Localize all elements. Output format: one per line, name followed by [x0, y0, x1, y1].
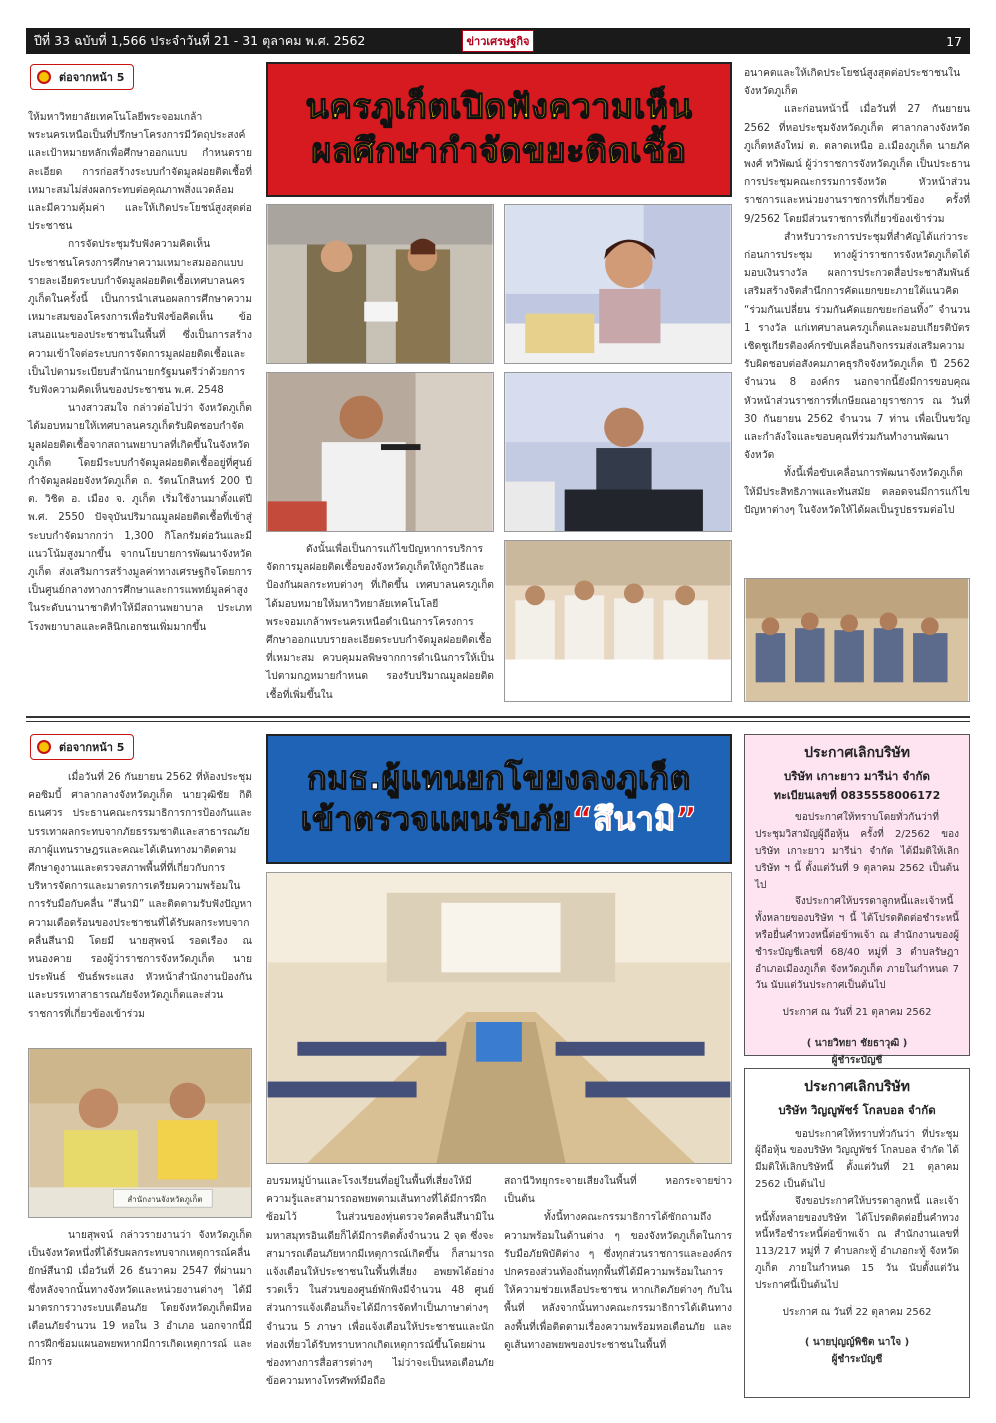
photo-image	[267, 373, 493, 531]
notice-signature-name: ( นายวิทยา ชัยธาวุฒิ )	[806, 1037, 908, 1049]
continued-tag	[30, 64, 134, 90]
photo-committee-members	[28, 1048, 252, 1218]
story1-headline	[266, 62, 732, 197]
story1-column-2	[266, 540, 494, 704]
photo-speaker-podium	[504, 372, 732, 532]
issue-info: ปีที่ 33 ฉบับที่ 1,566 ประจำวันที่ 21 - 31 ตุลาคม พ.ศ. 2562	[34, 33, 366, 48]
story2-column-1b	[28, 1226, 252, 1372]
paragraph: อบรมหมู่บ้านและโรงเรียนที่อยู่ในพื้นที่เสี่ยงให้มีความรู้และสามารถอพยพตามเส้นทางที่ได้มีการฝึกซ้อมไว้ ในส่วนของทุ่นตรวจวัดคลื่นสึนามิในมหาสมุทรอินเดียก็ได้มีการติดตั้งจำนวน 2 จุด ซึ่งจะสามารถเตือนภัยหากมีเหตุการณ์เกิดขึ้น ก็สามารถแจ้งเตือนให้ประชาชนในพื้นที่เสี่ยง อพยพได้อย่างรวดเร็ว ในส่วนของศูนย์พักพิงมีจำนวน 48 ศูนย์ ส่วนการแจ้งเตือนก็จะได้มีการจัดทำเป็นภาษาต่างๆ จำนวน 5 ภาษา เพื่อแจ้งเตือนให้ประชาชนและนักท่องเที่ยวได้รับทราบหากเกิดเหตุการณ์ขึ้นโดยผ่านช่องทางการสื่อสารต่างๆ ไม่ว่าจะเป็นหอเตือนภัย ข้อความทางโทรศัพท์มือถือ	[266, 1175, 494, 1388]
paragraph: ให้มหาวิทยาลัยเทคโนโลยีพระจอมเกล้าพระนครเหนือเป็นที่ปรึกษาโครงการมีวัตถุประสงค์และเป้าหมายหลักเพื่อศึกษาออกแบบ กำหนดรายละเอียด การก่อสร้างระบบกำจัดมูลฝอยติดเชื้อที่เหมาะสมไม่ส่งผลกระทบต่อคุณภาพสิ่งแวดล้อมและมีความคุ้มค่า และให้เกิดประโยชน์สูงสุดต่อประชาชน	[28, 111, 252, 233]
paragraph: ดังนั้นเพื่อเป็นการแก้ไขปัญหาการบริการจัดการมูลฝอยติดเชื้อของจังหวัดภูเก็ตให้ถูกวิธีและป้องกันผลกระทบต่างๆ ที่เกิดขึ้น เทศบาลนครภูเก็ตได้มอบหมายให้มหาวิทยาลัยเทคโนโลยีพระจอมเกล้าพระนครเหนือดำเนินการโครงการศึกษาออกแบบรายละเอียดระบบกำจัดมูลฝอยติดเชื้อที่เหมาะสม ควบคุมมลพิษจากการดำเนินการให้เป็นไปตามกฎหมายกำหนด รองรับปริมาณมูลฝอยติดเชื้อที่เพิ่มขึ้นใน	[266, 543, 494, 701]
paragraph: เมื่อวันที่ 26 กันยายน 2562 ที่ห้องประชุมคอซิมบี้ ศาลากลางจังหวัดภูเก็ต นายวุฒิชัย กิติธเนศวร ประธานคณะกรรมาธิการการป้องกันและบรรเทาผลกระทบจากภัยธรรมชาติและสาธารณภัย สภาผู้แทนราษฎรและคณะได้เดินทางมาติดตามศึกษาดูงานและตรวจสภาพพื้นที่ที่เกี่ยวกับการบริหารจัดการและมาตรการเตรียมความพร้อมในการรับมือกับคลื่น “สึนามิ” และติดตามรับฟังปัญหาความเดือดร้อนของประชาชนที่ได้รับผลกระทบจากคลื่นสึนามิ โดยมี นายสุพจน์ รอดเรือง ณ หนองคาย รองผู้ว่าราชการจังหวัดภูเก็ต นายประพันธ์ ขันธ์พระแสง หัวหน้าสำนักงานป้องกันและบรรเทาสาธารณภัยจังหวัดภูเก็ตและส่วนราชการที่เกี่ยวข้องเข้าร่วม	[28, 771, 252, 1020]
newspaper-logo: ข่าวเศรษฐกิจ	[462, 30, 534, 52]
headline-line-2	[301, 801, 698, 838]
paragraph: ทั้งนี้ทางคณะกรรมาธิการได้ซักถามถึงความพร้อมในด้านต่าง ๆ ของจังหวัดภูเก็ตในการรับมือภัยพิบัติต่าง ๆ ซึ่งทุกส่วนราชการและองค์กรปกครองส่วนท้องถิ่นทุกพื้นที่ได้มีความพร้อมในการให้ความช่วยเหลือประชาชน หากเกิดภัยต่างๆ กับในพื้นที่ หลังจากนั้นทางคณะกรรมาธิการได้เดินทางลงพื้นที่เพื่อติดตามเรื่องความพร้อมหอเตือนภัย และดูเส้นทางอพยพของประชาชนในพื้นที่	[504, 1211, 732, 1351]
notice-date: ประกาศ ณ วันที่ 22 ตุลาคม 2562	[782, 1306, 932, 1318]
notice-signature-role: ผู้ชำระบัญชี	[831, 1054, 883, 1066]
paragraph: นายสุพจน์ กล่าวรายงานว่า จังหวัดภูเก็ตเป็นจังหวัดหนึ่งที่ได้รับผลกระทบจากเหตุการณ์คลื่นยักษ์สึนามิ เมื่อวันที่ 26 ธันวาคม 2547 ที่ผ่านมา ซึ่งหลังจากนั้นทางจังหวัดและหน่วยงานต่างๆ ได้มีมาตรการวางระบบเตือนภัย โดยจังหวัดภูเก็ตมีหอเตือนภัยจำนวน 19 หอใน 3 อำเภอ นอกจากนี้มีการฝึกซ้อมแผนอพยพหากมีการเกิดเหตุการณ์ และมีการ	[28, 1229, 252, 1369]
story2-column-1a	[28, 768, 252, 1023]
notice-paragraph: ขอประกาศให้ทราบโดยทั่วกันว่าที่ประชุมวิสามัญผู้ถือหุ้น ครั้งที่ 2/2562 ของบริษัท เกาะยาว มารีน่า จำกัด ได้มีมติให้เลิกบริษัท ฯ นี้ ตั้งแต่วันที่ 9 ตุลาคม 2562 เป็นต้นไป	[755, 812, 959, 891]
photo-image	[505, 205, 731, 363]
story2-column-2	[266, 1172, 494, 1390]
page-header	[26, 28, 970, 54]
story1-column-3	[744, 64, 970, 519]
headline-line-2a: เข้าตรวจแผนรับภัย	[300, 800, 572, 838]
notice-company: บริษัท วิญญูพัชร์ โกลบอล จำกัด	[778, 1102, 936, 1117]
bullet-icon	[37, 70, 51, 84]
photo-meeting-group	[744, 578, 970, 702]
section-divider	[26, 716, 970, 718]
notice-signature-role: ผู้ชำระบัญชี	[831, 1354, 883, 1366]
photo-image	[505, 373, 731, 531]
story2-headline	[266, 734, 732, 864]
notice-company: บริษัท เกาะยาว มารีน่า จำกัด	[784, 768, 930, 783]
notice-dissolution-1	[744, 734, 970, 1066]
bullet-icon	[37, 740, 51, 754]
paragraph: สำหรับวาระการประชุมที่สำคัญได้แก่วาระก่อนการประชุม ทางผู้ว่าราชการจังหวัดภูเก็ตได้มอบเงินรางวัล ผลการประกวดสื่อประชาสัมพันธ์เสริมสร้างจิตสำนึกการคัดแยกขยะภายใต้แนวคิด “ร่วมกันเปลี่ยน ร่วมกันคัดแยกขยะก่อนทิ้ง” จำนวน 1 รางวัล แก่เทศบาลนครภูเก็ตและมอบเกียรติบัตรเชิดชูเกียรติองค์กรขับเคลื่อนกิจกรรมส่งเสริมความรับผิดชอบต่อสังคมภาคธุรกิจจังหวัดภูเก็ต ปี 2562 จำนวน 8 องค์กร นอกจากนี้ยังมีการขอบคุณหัวหน้าส่วนราชการที่เกษียณอายุราชการ ณ วันที่ 30 กันยายน 2562 จำนวน 7 ท่าน เพื่อเป็นขวัญและกำลังใจและขอบคุณที่ร่วมกันทำงานพัฒนาจังหวัด	[744, 230, 970, 462]
notice-dissolution-2	[744, 1068, 970, 1398]
notice-signature-name: ( นายปุญญ์พิชิต นาใจ )	[804, 1337, 910, 1349]
paragraph: ทั้งนี้เพื่อขับเคลื่อนการพัฒนาจังหวัดภูเก็ตให้มีประสิทธิภาพและทันสมัย ตลอดจนมีการแก้ไขปัญหาต่างๆ ในจังหวัดให้ได้ผลเป็นรูปธรรมต่อไป	[744, 467, 970, 516]
headline-line-1: นครภูเก็ตเปิดฟังความเห็น	[305, 87, 693, 128]
paragraph: สถานีวิทยุกระจายเสียงในพื้นที่ หอกระจายข่าวเป็นต้น	[504, 1175, 732, 1206]
headline-line-2: ผลศึกษากำจัดขยะติดเชื้อ	[311, 130, 687, 171]
continued-label: ต่อจากหน้า 5	[59, 741, 125, 754]
continued-tag	[30, 734, 134, 760]
photo-meeting-hall	[266, 872, 732, 1164]
photo-award-handover	[266, 204, 494, 364]
paragraph: และก่อนหน้านี้ เมื่อวันที่ 27 กันยายน 2562 ที่หอประชุมจังหวัดภูเก็ต ศาลากลางจังหวัดภูเก็ตหลังใหม่ ต. ตลาดเหนือ อ.เมืองภูเก็ต นายภัคพงศ์ ทวิพัฒน์ ผู้ว่าราชการจังหวัดภูเก็ต เป็นประธานการประชุมคณะกรรมการจังหวัด หัวหน้าส่วนราชการและหน่วยงานราชการที่เกี่ยวข้อง ครั้งที่ 9/2562 โดยมีส่วนราชการที่เกี่ยวข้องเข้าร่วม	[744, 103, 970, 225]
story2-column-3	[504, 1172, 732, 1354]
paragraph: การจัดประชุมรับฟังความคิดเห็นประชาชนโครงการศึกษาความเหมาะสมออกแบบรายละเอียดระบบกำจัดมูลฝอยติดเชื้อเทศบาลนครภูเก็ตในครั้งนี้ เป็นการนำเสนอผลการศึกษาความเหมาะสมของโครงการเพื่อรับฟังข้อคิดเห็น ข้อเสนอแนะของประชาชนในพื้นที่ ซึ่งเป็นการสร้างความเข้าใจต่อระบบการจัดการมูลฝอยติดเชื้อและเป็นไปตามระเบียบสำนักนายกรัฐมนตรีว่าด้วยการรับฟังความคิดเห็นของประชาชน พ.ศ. 2548	[28, 238, 252, 397]
continued-label: ต่อจากหน้า 5	[59, 71, 125, 84]
headline-line-1: กมธ.ผู้แทนยกโขยงลงภูเก็ต	[307, 759, 691, 798]
photo-audience	[504, 540, 732, 702]
notice-paragraph: ขอประกาศให้ทราบทั่วกันว่า ที่ประชุมผู้ถือหุ้น ของบริษัท วิญญูพัชร์ โกลบอล จำกัด ได้มีมติให้เลิกบริษัทนี้ ตั้งแต่วันที่ 21 ตุลาคม 2562 เป็นต้นไป	[755, 1128, 959, 1190]
paragraph: อนาคตและให้เกิดประโยชน์สูงสุดต่อประชาชนในจังหวัดภูเก็ต	[744, 67, 961, 98]
photo-image	[267, 873, 731, 1163]
page-number: 17	[946, 33, 962, 49]
notice-title: ประกาศเลิกบริษัท	[804, 745, 910, 761]
photo-speaker-man-mic	[266, 372, 494, 532]
section-divider	[26, 721, 970, 722]
photo-image	[505, 541, 731, 701]
notice-paragraph: จึงประกาศให้บรรดาลูกหนี้และเจ้าหนี้ทั้งหลายของบริษัท ฯ นี้ ได้โปรดติดต่อชำระหนี้หรือยื่นคำทวงหนี้ต่อข้าพเจ้า ณ สำนักงานของผู้ชำระบัญชีเลขที่ 68/40 หมู่ที่ 3 ตำบลรัษฎา อำเภอเมืองภูเก็ต จังหวัดภูเก็ต ภายในกำหนด 7 วัน นับแต่วันประกาศเป็นต้นไป	[755, 896, 959, 992]
name-plate: สำนักงานจังหวัดภูเก็ต	[127, 1195, 203, 1204]
notice-paragraph: จึงขอประกาศให้บรรดาลูกหนี้ และเจ้าหนี้ทั้งหลายของบริษัท ได้โปรดติดต่อยื่นคำทวงหนี้หรือชำระหนี้ต่อข้าพเจ้า ณ สำนักงานเลขที่ 113/217 หมู่ที่ 7 ตำบลกะทู้ อำเภอกะทู้ จังหวัดภูเก็ต ภายในกำหนด 15 วัน นับตั้งแต่วันประกาศนี้เป็นต้นไป	[755, 1195, 959, 1291]
notice-registration: ทะเบียนเลขที่ 0835558006172	[773, 788, 941, 802]
notice-title: ประกาศเลิกบริษัท	[804, 1079, 910, 1095]
photo-speaker-woman	[504, 204, 732, 364]
headline-line-2b: “สึนามิ”	[571, 800, 698, 838]
photo-image	[29, 1049, 251, 1217]
paragraph: นางสาวสมใจ กล่าวต่อไปว่า จังหวัดภูเก็ตได้มอบหมายให้เทศบาลนครภูเก็ตรับผิดชอบกำจัดมูลฝอยติดเชื้อจากสถานพยาบาลที่เกิดขึ้นในจังหวัดภูเก็ต โดยมีระบบกำจัดมูลฝอยติดเชื้ออยู่ที่ศูนย์กำจัดมูลฝอยจังหวัดภูเก็ต ถ. รัตนโกสินทร์ 200 ปี ต. วิชิต อ. เมือง จ. ภูเก็ต เริ่มใช้งานมาตั้งแต่ปี พ.ศ. 2550 ปัจจุบันปริมาณมูลฝอยติดเชื้อที่เข้าสู่ระบบกำจัดมากกว่า 1,300 กิโลกรัมต่อวันและมีแนวโน้มสูงมากขึ้น จากนโยบายการพัฒนาจังหวัดภูเก็ต ส่งเสริมการสร้างมูลค่าทางเศรษฐกิจโดยการเป็นศูนย์กลางทางการศึกษาและการแพทย์มูลค่าสูงในระดับนานาชาติทำให้มีสถานพยาบาล ประเภทโรงพยาบาลและคลินิกเอกชนเพิ่มมากขึ้น	[28, 402, 252, 633]
photo-image	[267, 205, 493, 363]
photo-image	[745, 579, 969, 701]
story1-column-1	[28, 108, 252, 636]
notice-date: ประกาศ ณ วันที่ 21 ตุลาคม 2562	[782, 1007, 932, 1019]
